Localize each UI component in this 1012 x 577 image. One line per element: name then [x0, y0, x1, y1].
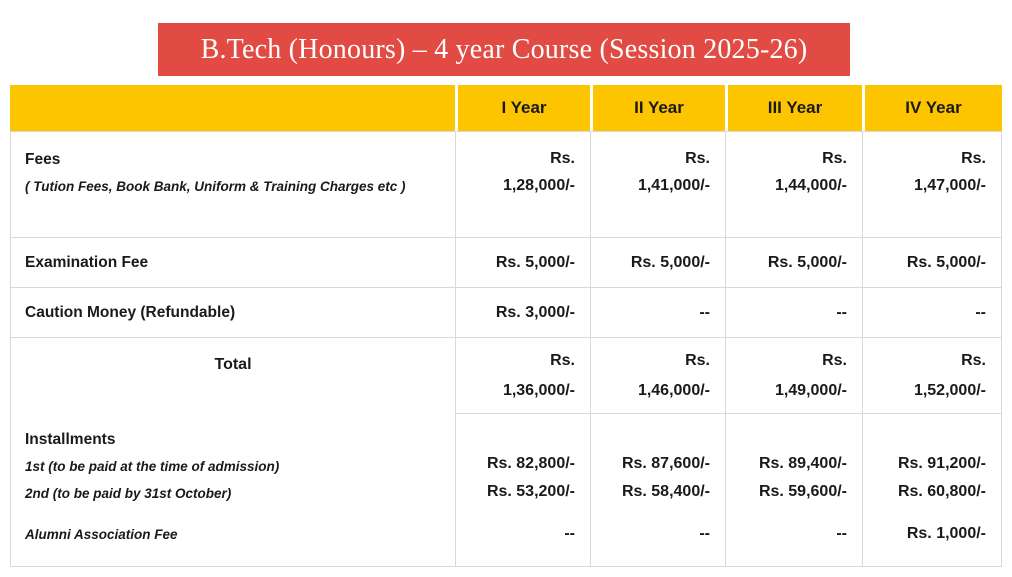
examination-fee-year2: Rs. 5,000/- — [590, 237, 725, 287]
fee-structure-table — [10, 85, 1002, 567]
fees-value-year2 — [590, 131, 725, 237]
currency-label: Rs. — [550, 352, 575, 369]
caution-money-year2: -- — [590, 287, 725, 337]
currency-label: Rs. — [961, 352, 986, 369]
total-value-year2 — [590, 337, 725, 413]
fees-row-label-cell — [10, 131, 455, 237]
currency-label: Rs. — [685, 150, 710, 167]
currency-label: Rs. — [961, 150, 986, 167]
total-value-year4 — [862, 337, 1002, 413]
installments-value-year4 — [862, 413, 1002, 567]
column-header-year-2: II Year — [590, 85, 725, 131]
currency-label: Rs. — [685, 352, 710, 369]
course-title-banner — [158, 23, 850, 76]
installment-2-year2: Rs. 58,400/- — [621, 483, 710, 500]
installment-2-label: 2nd (to be paid by 31st October) — [25, 486, 232, 501]
installment-2-year4: Rs. 60,800/- — [897, 483, 986, 500]
caution-money-year3: -- — [725, 287, 862, 337]
table-corner-cell — [10, 85, 455, 131]
total-value-year3 — [725, 337, 862, 413]
fees-label: Fees — [25, 151, 61, 168]
alumni-fee-year2: -- — [699, 525, 710, 542]
fees-amount-year3: 1,44,000/- — [774, 177, 847, 194]
installments-value-year1 — [455, 413, 590, 567]
installment-2-year3: Rs. 59,600/- — [758, 483, 847, 500]
examination-fee-label: Examination Fee — [10, 237, 455, 287]
total-amount-year4: 1,52,000/- — [913, 382, 986, 399]
installment-1-year2: Rs. 87,600/- — [621, 455, 710, 472]
total-value-year1 — [455, 337, 590, 413]
caution-money-year4: -- — [862, 287, 1002, 337]
column-header-year-1: I Year — [455, 85, 590, 131]
total-amount-year2: 1,46,000/- — [637, 382, 710, 399]
fees-value-year4 — [862, 131, 1002, 237]
installment-1-year3: Rs. 89,400/- — [758, 455, 847, 472]
column-header-year-4: IV Year — [862, 85, 1002, 131]
installments-value-year3 — [725, 413, 862, 567]
total-label: Total — [214, 356, 252, 373]
alumni-fee-label: Alumni Association Fee — [25, 527, 178, 542]
installment-1-label: 1st (to be paid at the time of admission) — [25, 459, 280, 474]
alumni-fee-year4: Rs. 1,000/- — [906, 525, 986, 542]
total-installments-label-cell — [10, 337, 455, 567]
total-amount-year1: 1,36,000/- — [502, 382, 575, 399]
fees-amount-year1: 1,28,000/- — [502, 177, 575, 194]
alumni-fee-year1: -- — [564, 525, 575, 542]
caution-money-label: Caution Money (Refundable) — [10, 287, 455, 337]
page-title: B.Tech (Honours) – 4 year Course (Session 2025-26) — [200, 33, 808, 65]
fees-value-year1 — [455, 131, 590, 237]
currency-label: Rs. — [822, 150, 847, 167]
installment-1-year4: Rs. 91,200/- — [897, 455, 986, 472]
fees-sublabel: ( Tution Fees, Book Bank, Uniform & Training Charges etc ) — [25, 179, 406, 194]
currency-label: Rs. — [550, 150, 575, 167]
examination-fee-year4: Rs. 5,000/- — [862, 237, 1002, 287]
installment-2-year1: Rs. 53,200/- — [486, 483, 575, 500]
caution-money-year1: Rs. 3,000/- — [455, 287, 590, 337]
total-amount-year3: 1,49,000/- — [774, 382, 847, 399]
column-header-year-3: III Year — [725, 85, 862, 131]
examination-fee-year3: Rs. 5,000/- — [725, 237, 862, 287]
currency-label: Rs. — [822, 352, 847, 369]
fees-amount-year2: 1,41,000/- — [637, 177, 710, 194]
fees-amount-year4: 1,47,000/- — [913, 177, 986, 194]
installments-label: Installments — [25, 431, 116, 448]
alumni-fee-year3: -- — [836, 525, 847, 542]
fees-value-year3 — [725, 131, 862, 237]
examination-fee-year1: Rs. 5,000/- — [455, 237, 590, 287]
installments-value-year2 — [590, 413, 725, 567]
installment-1-year1: Rs. 82,800/- — [486, 455, 575, 472]
